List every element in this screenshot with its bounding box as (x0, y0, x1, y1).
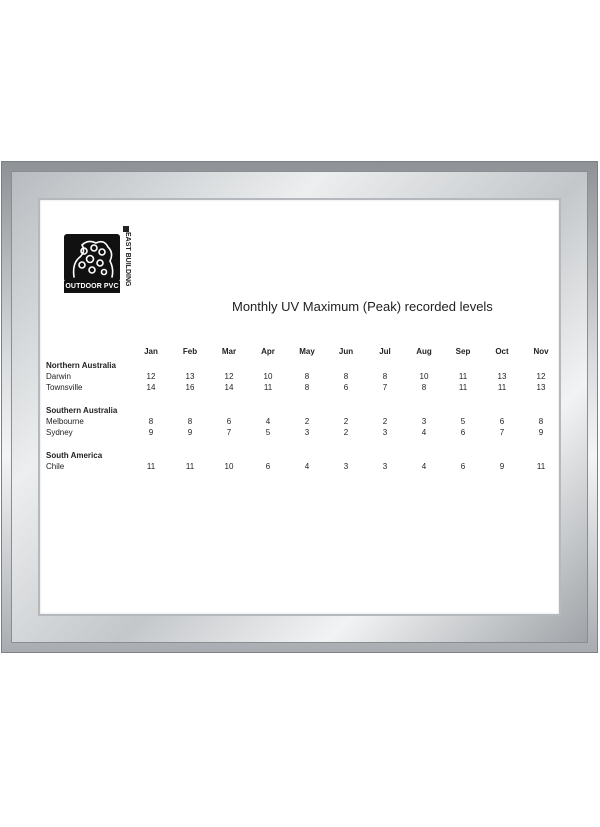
month-header: Jul (379, 347, 391, 356)
uv-value-cell: 12 (224, 372, 234, 381)
uv-value-cell: 8 (343, 372, 349, 381)
logo-side-text: EAST BUILDING (124, 232, 131, 287)
uv-value-cell: 8 (304, 372, 310, 381)
uv-value-cell: 13 (536, 383, 546, 392)
uv-value-cell: 8 (304, 383, 310, 392)
uv-value-cell: 7 (499, 428, 505, 437)
region-spacer (46, 438, 586, 450)
uv-value-cell: 4 (304, 462, 310, 471)
uv-value-cell: 11 (185, 462, 195, 471)
uv-value-cell: 9 (499, 462, 505, 471)
frame-canvas (38, 198, 561, 616)
uv-value-cell: 7 (226, 428, 232, 437)
uv-value-cell: 5 (265, 428, 271, 437)
uv-value-cell: 6 (460, 462, 466, 471)
uv-value-cell: 4 (421, 462, 427, 471)
uv-value-cell: 6 (343, 383, 349, 392)
uv-value-cell: 6 (499, 417, 505, 426)
uv-value-cell: 4 (265, 417, 271, 426)
uv-value-cell: 8 (421, 383, 427, 392)
region-heading: Northern Australia (46, 361, 116, 370)
uv-value-cell: 10 (419, 372, 429, 381)
table-row (46, 427, 586, 438)
uv-value-cell: 9 (538, 428, 544, 437)
month-header: Jun (338, 347, 354, 356)
table-row (46, 416, 586, 427)
table-row (46, 382, 586, 393)
uv-value-cell: 9 (148, 428, 154, 437)
city-name: Darwin (46, 372, 71, 381)
uv-value-cell: 8 (538, 417, 544, 426)
month-header: Mar (221, 347, 237, 356)
uv-value-cell: 11 (146, 462, 156, 471)
uv-value-cell: 6 (460, 428, 466, 437)
uv-value-cell: 6 (226, 417, 232, 426)
month-header: May (299, 347, 315, 356)
uv-value-cell: 16 (185, 383, 195, 392)
uv-value-cell: 12 (146, 372, 156, 381)
region-heading: Southern Australia (46, 406, 118, 415)
uv-value-cell: 6 (265, 462, 271, 471)
uv-value-cell: 2 (304, 417, 310, 426)
month-header: Jan (144, 347, 158, 356)
logo-emblem-icon (64, 234, 120, 282)
uv-value-cell: 3 (382, 428, 388, 437)
month-header: Oct (495, 347, 509, 356)
table-row (46, 461, 586, 472)
frame-molding (11, 171, 588, 643)
uv-value-cell: 2 (343, 417, 349, 426)
uv-value-cell: 14 (224, 383, 234, 392)
uv-value-cell: 5 (460, 417, 466, 426)
region-heading-row (46, 360, 586, 371)
picture-frame (1, 161, 598, 653)
uv-value-cell: 11 (536, 462, 546, 471)
city-name: Melbourne (46, 417, 84, 426)
uv-value-cell: 3 (382, 462, 388, 471)
region-spacer (46, 393, 586, 405)
month-header: Feb (182, 347, 198, 356)
uv-value-cell: 9 (187, 428, 193, 437)
uv-value-cell: 8 (382, 372, 388, 381)
uv-value-cell: 3 (421, 417, 427, 426)
table-header-row (46, 346, 586, 360)
uv-value-cell: 12 (536, 372, 546, 381)
region-heading-row (46, 405, 586, 416)
month-header: Sep (455, 347, 471, 356)
uv-value-cell: 13 (185, 372, 195, 381)
uv-value-cell: 3 (343, 462, 349, 471)
month-header: Nov (533, 347, 549, 356)
month-header: Apr (261, 347, 275, 356)
uv-value-cell: 2 (343, 428, 349, 437)
uv-levels-table (46, 346, 586, 472)
uv-value-cell: 13 (497, 372, 507, 381)
region-heading-row (46, 450, 586, 461)
logo-wordmark: OUTDOOR PVC (64, 281, 120, 293)
city-name: Chile (46, 462, 65, 471)
uv-value-cell: 14 (146, 383, 156, 392)
uv-value-cell: 7 (382, 383, 388, 392)
uv-value-cell: 8 (148, 417, 154, 426)
uv-value-cell: 10 (224, 462, 234, 471)
uv-value-cell: 11 (458, 383, 468, 392)
city-name: Sydney (46, 428, 73, 437)
uv-value-cell: 8 (187, 417, 193, 426)
table-row (46, 371, 586, 382)
uv-value-cell: 11 (263, 383, 273, 392)
page-title: Monthly UV Maximum (Peak) recorded levels (232, 299, 493, 314)
month-header: Aug (416, 347, 432, 356)
brand-logo (64, 226, 132, 296)
uv-value-cell: 4 (421, 428, 427, 437)
uv-value-cell: 3 (304, 428, 310, 437)
uv-value-cell: 11 (458, 372, 468, 381)
city-name: Townsville (46, 383, 83, 392)
uv-value-cell: 10 (263, 372, 273, 381)
uv-value-cell: 2 (382, 417, 388, 426)
uv-value-cell: 11 (497, 383, 507, 392)
region-heading: South America (46, 451, 103, 460)
